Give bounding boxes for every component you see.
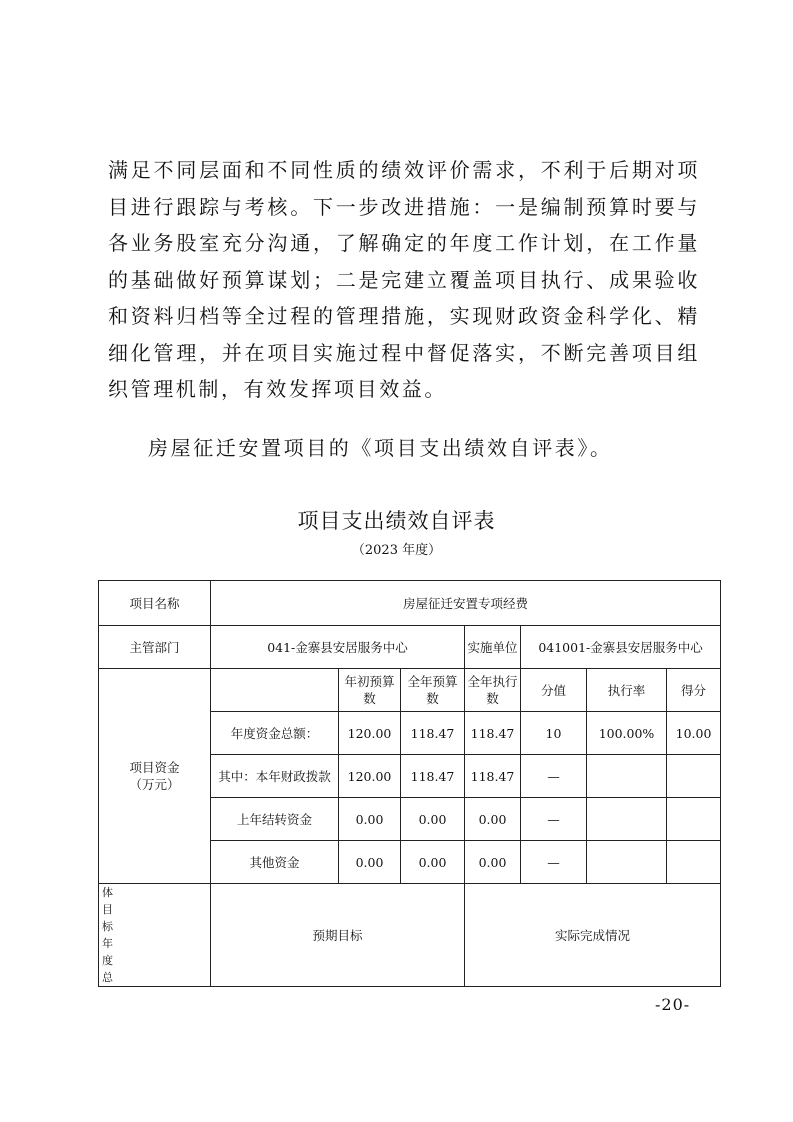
cell-exec: 118.47 xyxy=(465,712,521,755)
row-label: 年度资金总额： xyxy=(211,712,339,755)
dept-value: 041-金寨县安居服务中心 xyxy=(211,626,465,669)
header-score: 得分 xyxy=(667,669,721,712)
table-subtitle: （2023 年度） xyxy=(351,543,442,558)
actual-status-header: 实际完成情况 xyxy=(465,884,721,987)
table-title: 项目支出绩效自评表 xyxy=(297,509,496,533)
goal-label-col1: 体目标 xyxy=(102,886,113,933)
impl-label: 实施单位 xyxy=(465,626,521,669)
cell-rate xyxy=(587,841,667,884)
row-fund-headers xyxy=(99,669,721,712)
header-exec-rate: 执行率 xyxy=(587,669,667,712)
cell-rate xyxy=(587,755,667,798)
cell-rate xyxy=(587,798,667,841)
cell-annual: 0.00 xyxy=(401,841,465,884)
expected-goal-header: 预期目标 xyxy=(211,884,465,987)
fund-label xyxy=(99,669,211,884)
cell-annual: 118.47 xyxy=(401,755,465,798)
cell-score: 10.00 xyxy=(667,712,721,755)
cell-exec: 0.00 xyxy=(465,841,521,884)
performance-table xyxy=(98,580,721,987)
body-paragraph-1: 满足不同层面和不同性质的绩效评价需求，不利于后期对项目进行跟踪与考核。下一步改进措施：一是编制预算时要与各业务股室充分沟通，了解确定的年度工作计划，在工作量的基础做好预算谋划；二是完建立覆盖项目执行、成果验收和资料归档等全过程的管理措施，实现财政资金科学化、精细化管理，并在项目实施过程中督促落实，不断完善项目组织管理机制，有效发挥项目效益。 xyxy=(108,158,700,401)
cell-score xyxy=(667,798,721,841)
cell-annual: 0.00 xyxy=(401,798,465,841)
cell-score xyxy=(667,841,721,884)
row-label: 上年结转资金 xyxy=(211,798,339,841)
header-annual-budget: 全年预算数 xyxy=(401,669,465,712)
goal-label xyxy=(99,884,211,987)
page-number: -20- xyxy=(655,995,691,1014)
cell-score xyxy=(667,755,721,798)
fund-label-line2: （万元） xyxy=(129,777,180,792)
cell-exec: 0.00 xyxy=(465,798,521,841)
dept-label: 主管部门 xyxy=(99,626,211,669)
header-initial-budget: 年初预算数 xyxy=(339,669,401,712)
cell-weight: — xyxy=(521,798,587,841)
cell-rate: 100.00% xyxy=(587,712,667,755)
goal-label-col2: 年度总 xyxy=(102,937,113,984)
cell-initial: 0.00 xyxy=(339,841,401,884)
blank-header-cell xyxy=(211,669,339,712)
row-label: 其他资金 xyxy=(211,841,339,884)
project-name-value: 房屋征迁安置专项经费 xyxy=(211,581,721,626)
body-paragraph-2: 房屋征迁安置项目的《项目支出绩效自评表》。 xyxy=(148,436,613,460)
row-goals xyxy=(99,884,721,987)
cell-exec: 118.47 xyxy=(465,755,521,798)
row-label: 其中：本年财政拨款 xyxy=(211,755,339,798)
project-name-label: 项目名称 xyxy=(99,581,211,626)
cell-weight: — xyxy=(521,841,587,884)
cell-initial: 120.00 xyxy=(339,712,401,755)
impl-value: 041001-金寨县安居服务中心 xyxy=(521,626,721,669)
cell-weight: — xyxy=(521,755,587,798)
cell-annual: 118.47 xyxy=(401,712,465,755)
row-project-name xyxy=(99,581,721,626)
cell-initial: 0.00 xyxy=(339,798,401,841)
header-weight: 分值 xyxy=(521,669,587,712)
row-department xyxy=(99,626,721,669)
header-annual-exec: 全年执行数 xyxy=(465,669,521,712)
fund-label-line1: 项目资金 xyxy=(129,760,180,775)
cell-weight: 10 xyxy=(521,712,587,755)
cell-initial: 120.00 xyxy=(339,755,401,798)
